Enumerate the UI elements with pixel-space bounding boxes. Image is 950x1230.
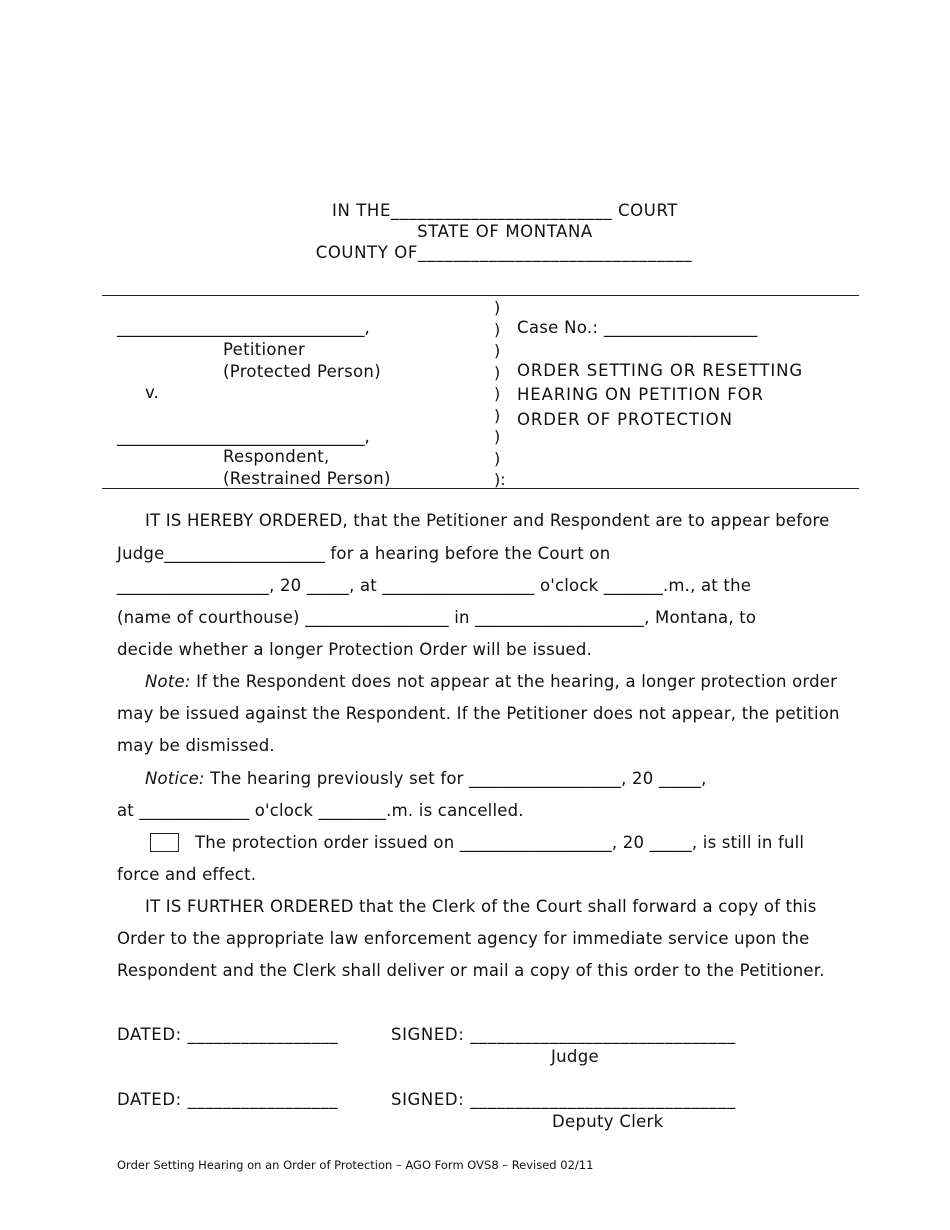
- document-title-line-3: ORDER OF PROTECTION: [517, 410, 733, 429]
- document-title-line-1: ORDER SETTING OR RESETTING: [517, 361, 804, 380]
- note-label: Note:: [145, 672, 191, 691]
- notice-label: Notice:: [145, 769, 205, 788]
- caption-bottom-rule: [102, 488, 859, 489]
- notice-line-2: at _____________ o'clock ________.m. is cancelled.: [117, 801, 524, 820]
- caption-paren: ): [494, 384, 501, 403]
- respondent-label: Respondent,: [223, 447, 330, 466]
- further-order-line-3: Respondent and the Clerk shall deliver or mail a copy of this order to the Petitioner.: [117, 961, 825, 980]
- note-line-2: may be issued against the Respondent. If the Petitioner does not appear, the petition: [117, 704, 840, 723]
- caption-top-rule: [102, 295, 859, 296]
- caption-paren: ):: [494, 470, 506, 489]
- respondent-name-line: ______________________________,: [117, 427, 370, 446]
- caption-paren: ): [494, 341, 501, 360]
- note-line-3: may be dismissed.: [117, 736, 275, 755]
- respondent-sublabel: (Restrained Person): [223, 469, 391, 488]
- document-title-line-2: HEARING ON PETITION FOR: [517, 385, 764, 404]
- caption-paren: ): [494, 448, 501, 468]
- order-paragraph-line-2: Judge___________________ for a hearing before the Court on: [117, 544, 611, 563]
- court-line: IN THE_________________________ COURT: [332, 201, 678, 220]
- note-text: If the Respondent does not appear at the hearing, a longer protection order: [190, 672, 838, 691]
- further-order-line-1: IT IS FURTHER ORDERED that the Clerk of the Court shall forward a copy of this: [145, 897, 817, 916]
- caption-paren: ): [494, 319, 501, 339]
- petitioner-sublabel: (Protected Person): [223, 362, 381, 381]
- checkbox-label-line-2: force and effect.: [117, 865, 257, 884]
- caption-paren: ): [494, 298, 501, 317]
- order-paragraph-line-4: (name of courthouse) _________________ in ____________________, Montana, to: [117, 608, 757, 627]
- form-footer: Order Setting Hearing on an Order of Protection – AGO Form OVS8 – Revised 02/11: [117, 1158, 594, 1172]
- note-line-1: [145, 672, 837, 691]
- petitioner-name-line: ______________________________,: [117, 318, 370, 337]
- order-paragraph-line-3: __________________, 20 _____, at __________________ o'clock _______.m., at the: [117, 576, 752, 595]
- signed-field-clerk: SIGNED: ______________________________: [391, 1090, 736, 1109]
- dated-field-judge: DATED: _________________: [117, 1025, 339, 1044]
- petitioner-label: Petitioner: [223, 340, 306, 359]
- order-paragraph-line-5: decide whether a longer Protection Order will be issued.: [117, 640, 593, 659]
- caption-paren: ): [494, 362, 501, 382]
- judge-label: Judge: [551, 1047, 599, 1066]
- caption-paren: ): [494, 427, 501, 446]
- caption-paren: ): [494, 405, 501, 425]
- still-in-effect-checkbox[interactable]: [150, 833, 179, 852]
- dated-field-clerk: DATED: _________________: [117, 1090, 339, 1109]
- order-paragraph-line-1: IT IS HEREBY ORDERED, that the Petitioner and Respondent are to appear before: [145, 511, 830, 530]
- caption-divider: [494, 297, 506, 491]
- state-line: STATE OF MONTANA: [417, 222, 593, 241]
- versus-label: v.: [145, 383, 159, 402]
- notice-line-1: [145, 769, 707, 788]
- checkbox-label-line-1: The protection order issued on __________________, 20 _____, is still in full: [195, 833, 805, 852]
- signed-field-judge: SIGNED: ______________________________: [391, 1025, 736, 1044]
- notice-text: The hearing previously set for __________________, 20 _____,: [204, 769, 707, 788]
- deputy-clerk-label: Deputy Clerk: [552, 1112, 664, 1131]
- further-order-line-2: Order to the appropriate law enforcement agency for immediate service upon the: [117, 929, 810, 948]
- case-number: Case No.: __________________: [517, 318, 758, 337]
- county-line: COUNTY OF_______________________________: [315, 243, 693, 262]
